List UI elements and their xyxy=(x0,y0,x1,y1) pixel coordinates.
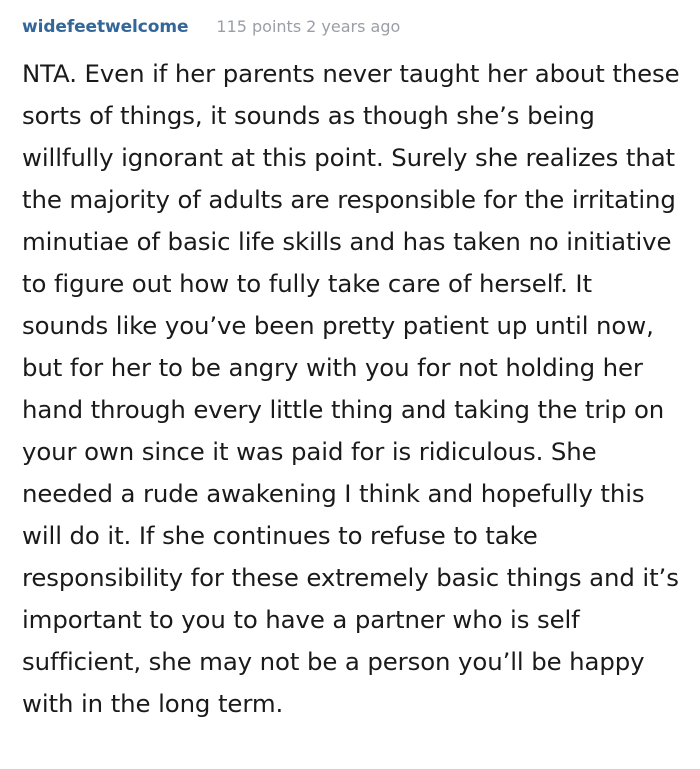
comment-body: NTA. Even if her parents never taught her about these sorts of things, it sounds as though she’s being willfully ignorant at this point. Surely she realizes that the majority of adults are responsible for the irritating minutiae of basic life skills and has taken no initiative to figure out how to fully take care of herself. It sounds like you’ve been pretty patient up until now, but for her to be angry with you for not holding her hand through every little thing and taking the trip on your own since it was paid for is ridiculous. She needed a rude awakening I think and hopefully this will do it. If she continues to refuse to take responsibility for these extremely basic things and it’s important to you to have a partner who is self sufficient, she may not be a person you’ll be happy with in the long term. xyxy=(22,59,680,718)
comment xyxy=(22,17,682,725)
comment-timestamp: 2 years ago xyxy=(306,17,401,36)
comment-points: 115 points xyxy=(216,17,302,36)
comment-username-link[interactable]: widefeetwelcome xyxy=(22,17,189,37)
comment-meta xyxy=(22,17,682,43)
